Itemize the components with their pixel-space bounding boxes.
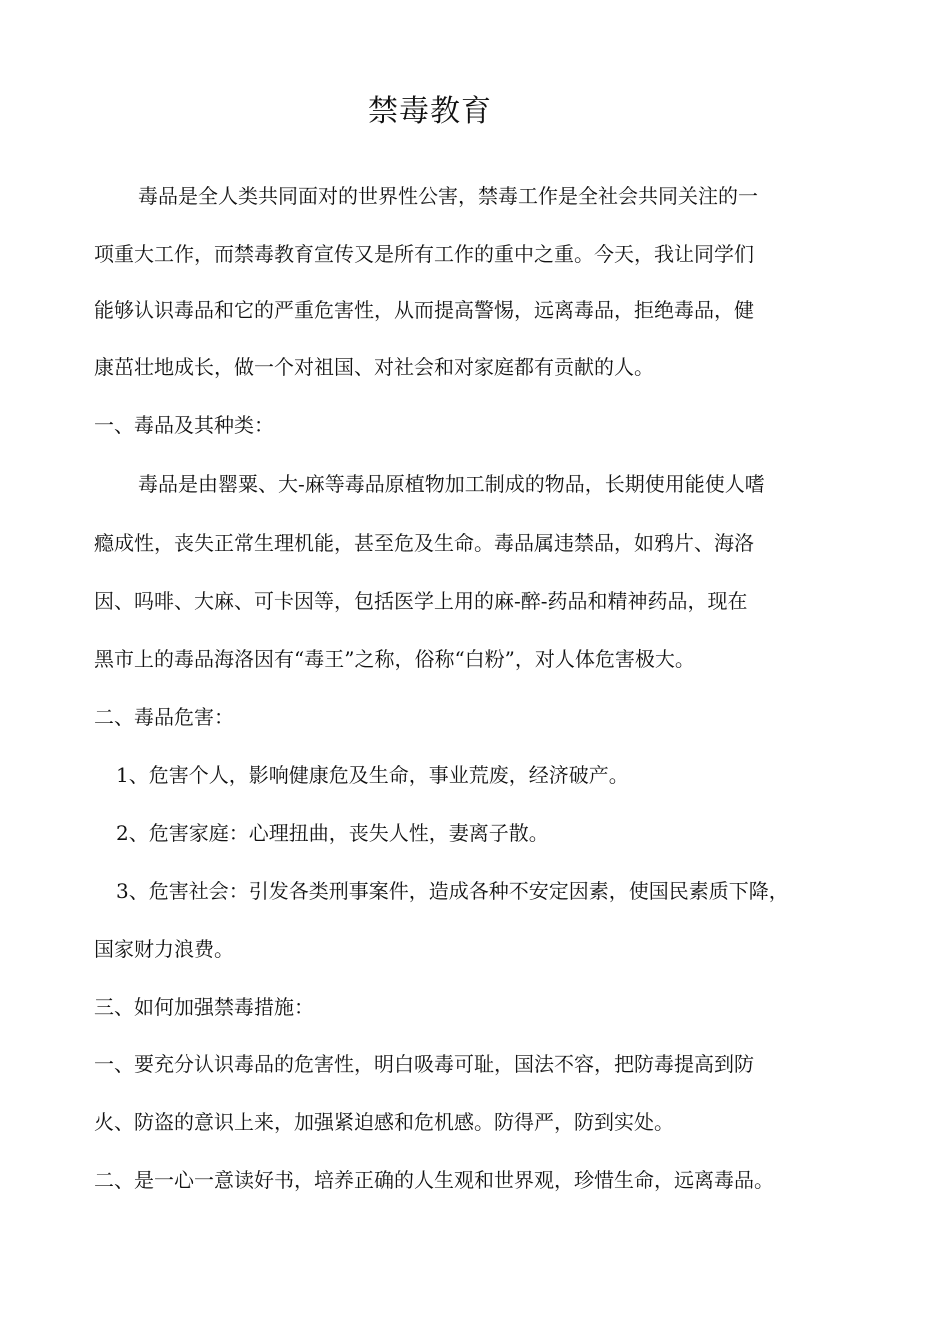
section-heading: 三、如何加强禁毒措施： [94, 995, 314, 1019]
intro-line: 能够认识毒品和它的严重危害性，从而提高警惕，远离毒品，拒绝毒品，健 [94, 298, 754, 322]
intro-line: 项重大工作，而禁毒教育宣传又是所有工作的重中之重。今天，我让同学们 [94, 242, 754, 266]
section-heading: 二、毒品危害： [94, 705, 234, 729]
list-item-continuation: 国家财力浪费。 [94, 937, 234, 961]
section-paragraph-line: 瘾成性，丧失正常生理机能，甚至危及生命。毒品属违禁品，如鸦片、海洛 [94, 531, 754, 555]
section-paragraph-line: 因、吗啡、大麻、可卡因等，包括医学上用的麻-醉-药品和精神药品，现在 [94, 589, 748, 613]
section-paragraph-line: 毒品是由罂粟、大-麻等毒品原植物加工制成的物品，长期使用能使人嗜 [138, 472, 765, 496]
section-paragraph-line: 火、防盗的意识上来，加强紧迫感和危机感。防得严，防到实处。 [94, 1110, 674, 1134]
intro-line: 毒品是全人类共同面对的世界性公害，禁毒工作是全社会共同关注的一 [138, 184, 758, 208]
list-item: 3、危害社会：引发各类刑事案件，造成各种不安定因素，使国民素质下降， [116, 879, 789, 903]
section-paragraph-line: 一、要充分认识毒品的危害性，明白吸毒可耻，国法不容，把防毒提高到防 [94, 1052, 754, 1076]
list-item: 2、危害家庭：心理扭曲，丧失人性，妻离子散。 [116, 821, 549, 845]
list-item: 1、危害个人，影响健康危及生命，事业荒废，经济破产。 [116, 763, 629, 787]
section-heading: 一、毒品及其种类： [94, 413, 274, 437]
page-title: 禁毒教育 [368, 94, 492, 129]
section-paragraph-line: 二、是一心一意读好书，培养正确的人生观和世界观，珍惜生命，远离毒品。 [94, 1168, 774, 1192]
section-paragraph-line: 黑市上的毒品海洛因有“毒王”之称，俗称“白粉”，对人体危害极大。 [94, 647, 695, 671]
intro-line: 康茁壮地成长，做一个对祖国、对社会和对家庭都有贡献的人。 [94, 355, 654, 379]
